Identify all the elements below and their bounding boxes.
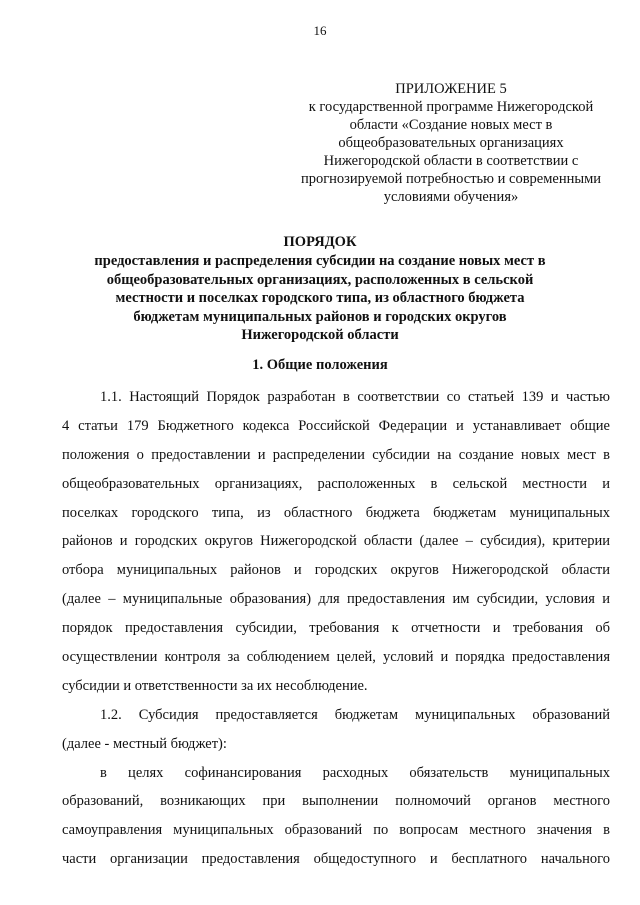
body-text bbox=[62, 383, 610, 874]
paragraph-line: районов и городских округов Нижегородской области (далее – субсидия), критерии bbox=[62, 533, 610, 550]
paragraph-line: порядок предоставления субсидии, требования к отчетности и требования об bbox=[62, 620, 610, 637]
document-subtitle bbox=[0, 252, 640, 345]
paragraph-line: (далее – муниципальные образования) для предоставления им субсидии, условия и bbox=[62, 591, 610, 608]
paragraph-line: положения о предоставлении и распределении субсидии на создание новых мест в bbox=[62, 446, 610, 463]
appendix-line: условиями обучения» bbox=[383, 189, 519, 205]
paragraph-line: 1.2. Субсидия предоставляется бюджетам муниципальных образований bbox=[100, 706, 610, 723]
paragraph-line: осуществлении контроля за соблюдением целей, условий и порядка предоставления bbox=[62, 649, 610, 666]
paragraph-line: части организации предоставления общедоступного и бесплатного начального bbox=[62, 851, 610, 868]
paragraph-line: поселках городского типа, из областного бюджета бюджетам муниципальных bbox=[62, 504, 610, 521]
appendix-block bbox=[290, 80, 612, 206]
appendix-line: ПРИЛОЖЕНИЕ 5 bbox=[395, 81, 507, 97]
subtitle-line: бюджетам муниципальных районов и городских округов bbox=[133, 308, 507, 325]
paragraph-line: 1.1. Настоящий Порядок разработан в соответствии со статьей 139 и частью bbox=[100, 389, 610, 405]
paragraph-line: общеобразовательных организациях, расположенных в сельской местности и bbox=[62, 475, 610, 492]
document-title: ПОРЯДОК bbox=[283, 234, 357, 250]
paragraph-line: отбора муниципальных районов и городских округов Нижегородской области bbox=[62, 562, 610, 579]
subtitle-line: предоставления и распределения субсидии на создание новых мест в bbox=[94, 253, 546, 269]
paragraph-line: 4 статьи 179 Бюджетного кодекса Российской Федерации и устанавливает общие bbox=[62, 417, 610, 434]
appendix-line: к государственной программе Нижегородской bbox=[308, 99, 594, 115]
page-number: 16 bbox=[313, 23, 327, 38]
subtitle-line: Нижегородской области bbox=[241, 327, 399, 343]
appendix-line: прогнозируемой потребностью и современными bbox=[300, 171, 602, 187]
appendix-line: Нижегородской области в соответствии с bbox=[323, 153, 579, 169]
subtitle-line: общеобразовательных организациях, расположенных в сельской bbox=[106, 271, 534, 288]
paragraph-line: самоуправления муниципальных образований по вопросам местного значения в bbox=[62, 822, 610, 839]
appendix-line: общеобразовательных организациях bbox=[338, 135, 564, 151]
paragraph-line: (далее - местный бюджет): bbox=[62, 735, 227, 752]
paragraph-line: образований, возникающих при выполнении полномочий органов местного bbox=[62, 793, 610, 810]
appendix-line: области «Создание новых мест в bbox=[349, 117, 553, 133]
paragraph-line: в целях софинансирования расходных обязательств муниципальных bbox=[100, 764, 610, 781]
section-heading: 1. Общие положения bbox=[252, 357, 388, 373]
paragraph-line: субсидии и ответственности за их несоблюдение. bbox=[62, 677, 368, 694]
subtitle-line: местности и поселках городского типа, из областного бюджета bbox=[115, 290, 525, 306]
